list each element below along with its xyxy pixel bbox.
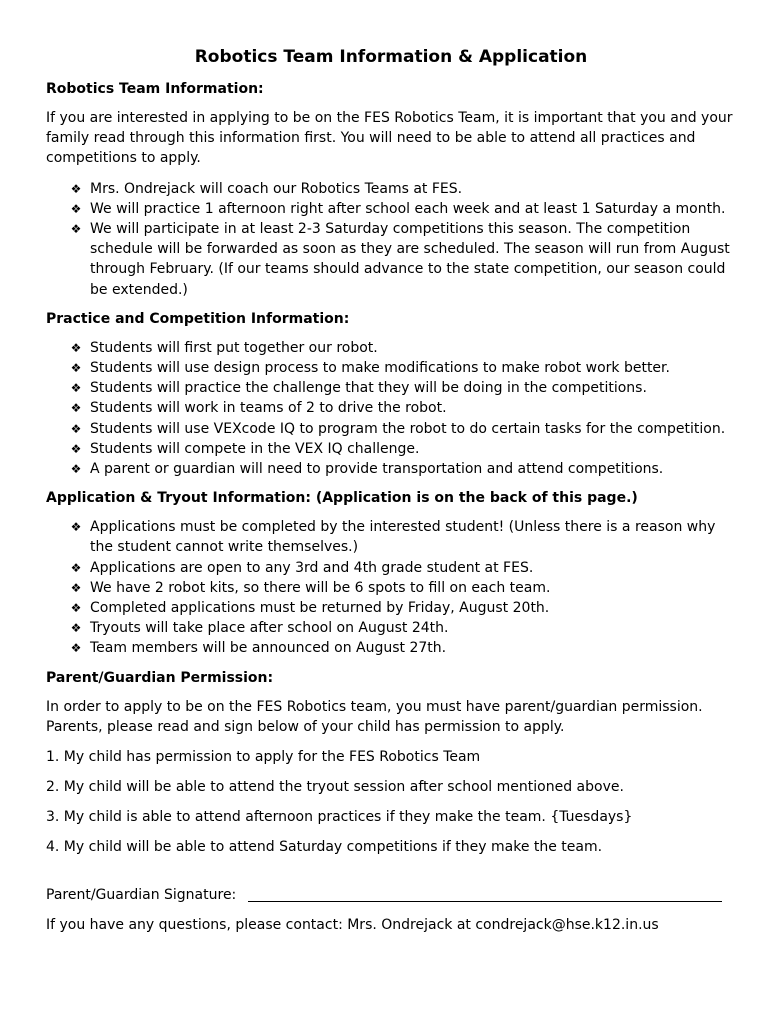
diamond-bullet-icon: ❖ [70, 361, 82, 376]
application-info-list [46, 517, 736, 658]
permission-item: 3. My child is able to attend afternoon practices if they make the team. {Tuesdays} [46, 809, 633, 826]
list-item: ❖ Students will work in teams of 2 to drive the robot. [68, 398, 736, 418]
team-info-intro: If you are interested in applying to be on the FES Robotics Team, it is important that you and your family read through this information first. You will need to be able to attend all practices and competitions to apply. [46, 110, 733, 167]
list-item: ❖ Students will first put together our robot. [68, 338, 736, 358]
diamond-bullet-icon: ❖ [70, 621, 82, 636]
list-item: ❖ We will participate in at least 2-3 Saturday competitions this season. The competition schedule will be forwarded as soon as they are scheduled. The season will run from August through February. (If our teams should advance to the state competition, our season could be extended.) [68, 219, 736, 300]
list-item: ❖ Mrs. Ondrejack will coach our Robotics Teams at FES. [68, 179, 736, 199]
list-item: ❖ Students will use VEXcode IQ to program the robot to do certain tasks for the competition. [68, 419, 736, 439]
diamond-bullet-icon: ❖ [70, 421, 82, 436]
diamond-bullet-icon: ❖ [70, 201, 82, 216]
diamond-bullet-icon: ❖ [70, 601, 82, 616]
diamond-bullet-icon: ❖ [70, 462, 82, 477]
team-info-list [46, 179, 736, 300]
signature-label: Parent/Guardian Signature: [46, 887, 237, 904]
practice-info-list [46, 338, 736, 479]
diamond-bullet-icon: ❖ [70, 340, 82, 355]
permission-heading: Parent/Guardian Permission: [46, 669, 274, 686]
diamond-bullet-icon: ❖ [70, 381, 82, 396]
spacer [46, 867, 736, 885]
permission-item: 2. My child will be able to attend the tryout session after school mentioned above. [46, 779, 624, 796]
signature-row [46, 885, 736, 905]
permission-intro: In order to apply to be on the FES Robotics team, you must have parent/guardian permission. Parents, please read and sign below of your child has permission to apply. [46, 698, 703, 735]
diamond-bullet-icon: ❖ [70, 401, 82, 416]
permission-item: 1. My child has permission to apply for the FES Robotics Team [46, 749, 481, 766]
diamond-bullet-icon: ❖ [70, 580, 82, 595]
diamond-bullet-icon: ❖ [70, 181, 82, 196]
diamond-bullet-icon: ❖ [70, 641, 82, 656]
diamond-bullet-icon: ❖ [70, 222, 82, 237]
list-item: ❖ Completed applications must be returned by Friday, August 20th. [68, 598, 736, 618]
signature-line[interactable] [248, 886, 722, 902]
list-item: ❖ A parent or guardian will need to provide transportation and attend competitions. [68, 459, 736, 479]
practice-info-heading: Practice and Competition Information: [46, 310, 350, 327]
team-info-heading: Robotics Team Information: [46, 81, 264, 97]
page-title: Robotics Team Information & Application [194, 47, 588, 67]
list-item: ❖ We will practice 1 afternoon right after school each week and at least 1 Saturday a month. [68, 199, 736, 219]
diamond-bullet-icon: ❖ [70, 520, 82, 535]
contact-text: If you have any questions, please contact: Mrs. Ondrejack at condrejack@hse.k12.in.us [46, 917, 659, 934]
document-page [46, 46, 736, 935]
list-item: ❖ Applications are open to any 3rd and 4th grade student at FES. [68, 558, 736, 578]
list-item: ❖ Applications must be completed by the interested student! (Unless there is a reason why the student cannot write themselves.) [68, 517, 736, 557]
list-item: ❖ We have 2 robot kits, so there will be 6 spots to fill on each team. [68, 578, 736, 598]
diamond-bullet-icon: ❖ [70, 560, 82, 575]
list-item: ❖ Students will compete in the VEX IQ challenge. [68, 439, 736, 459]
list-item: ❖ Students will use design process to make modifications to make robot work better. [68, 358, 736, 378]
permission-item: 4. My child will be able to attend Saturday competitions if they make the team. [46, 839, 603, 856]
list-item: ❖ Students will practice the challenge that they will be doing in the competitions. [68, 378, 736, 398]
list-item: ❖ Tryouts will take place after school on August 24th. [68, 618, 736, 638]
diamond-bullet-icon: ❖ [70, 441, 82, 456]
list-item: ❖ Team members will be announced on August 27th. [68, 638, 736, 658]
application-info-heading: Application & Tryout Information: (Application is on the back of this page.) [46, 490, 638, 507]
